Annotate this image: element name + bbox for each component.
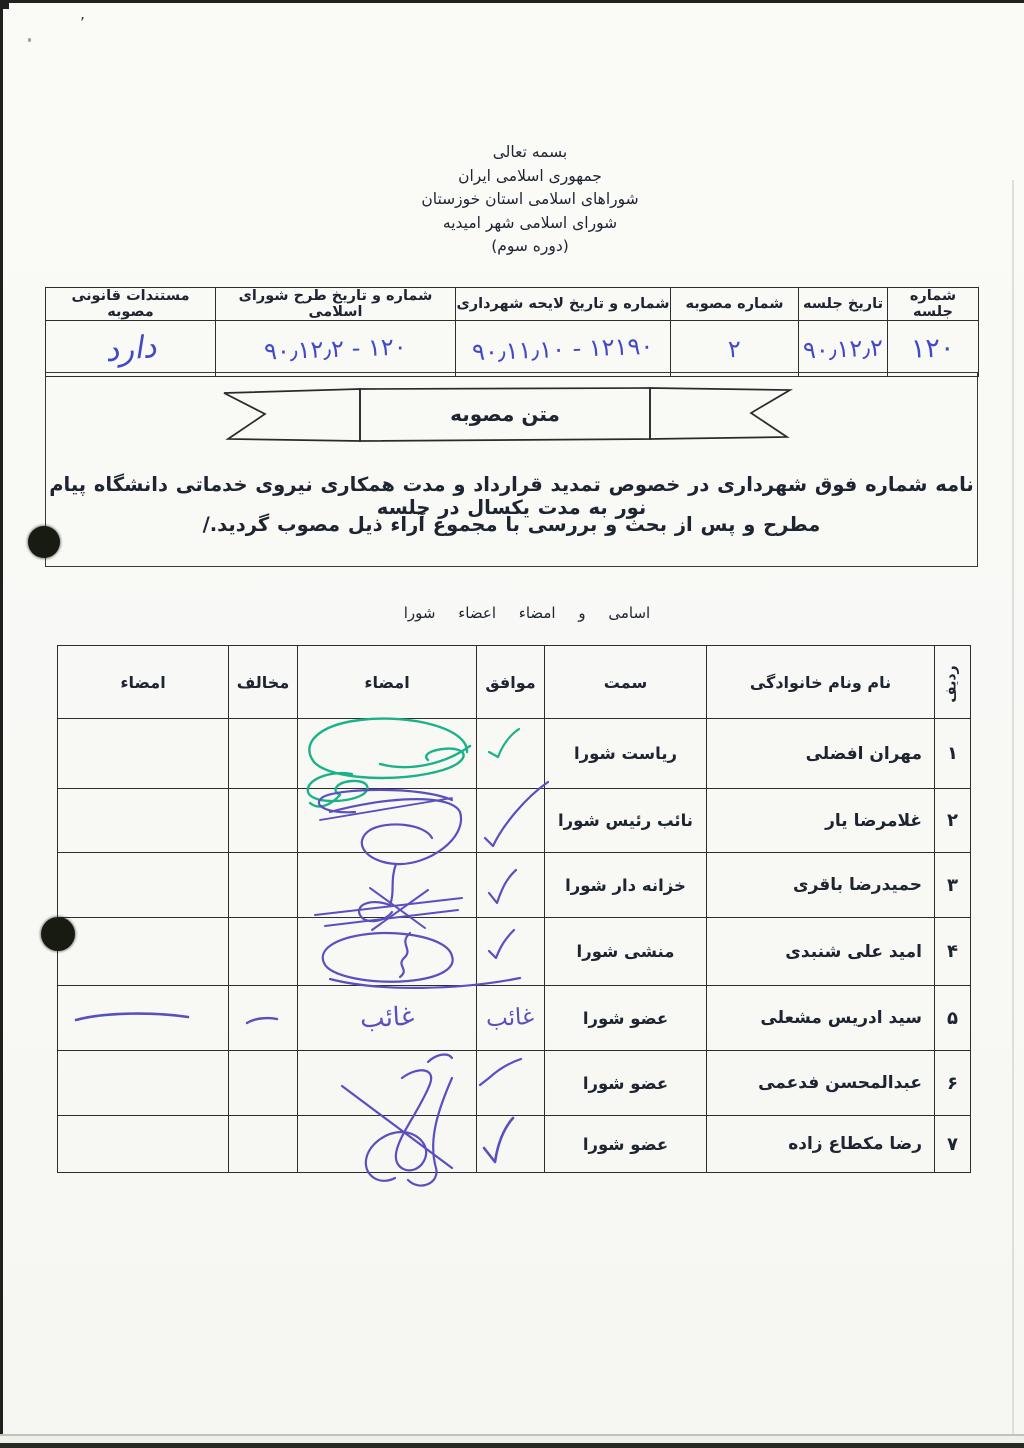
letterhead-line-basmala: بسمه تعالی [492,143,568,161]
scan-edge-top [0,0,1024,3]
signature-section-title: اسامی و امضاء اعضاء شورا [403,604,651,622]
members-header-agree: موافق [477,646,545,719]
handwritten-plan: ۱۲۰ - ۹۰٫۱۲٫۲ [263,332,408,365]
member-1-name: مهران افضلی [707,719,935,789]
handwritten-legal-docs: دارد [103,328,158,369]
member-3-no: ۳ [935,853,971,918]
member-5-name: سید ادریس مشعلی [707,986,935,1051]
member-4-agree-cell [477,918,545,986]
members-header-row [58,646,971,719]
handwritten-absent-note-agree: غائب [485,1003,536,1033]
member-6-agree-cell [477,1051,545,1116]
member-2-signature-left-cell [58,789,229,853]
member-row-5 [58,986,971,1051]
scan-bottom-gap [0,1436,1024,1443]
ribbon-right-tail [650,388,790,439]
member-4-no: ۴ [935,918,971,986]
handwritten-absent-note-signature: غائب [359,1001,415,1035]
members-header-signature: امضاء [298,646,477,719]
member-7-signature-left-cell [58,1116,229,1173]
member-2-signature-cell [298,789,477,853]
members-header-name: نام ونام خانوادگی [707,646,935,719]
member-3-name: حمیدرضا باقری [707,853,935,918]
member-1-agree-cell [477,719,545,789]
member-row-6 [58,1051,971,1116]
letterhead-line-province-councils: شوراهای اسلامی استان خوزستان [421,190,639,208]
member-6-name: عبدالمحسن فدعمی [707,1051,935,1116]
meta-value-legal-docs [46,321,216,377]
member-3-agree-cell [477,853,545,918]
hole-punch-bottom [41,917,75,951]
member-1-signature-cell [298,719,477,789]
member-6-no: ۶ [935,1051,971,1116]
member-5-signature-cell [298,986,477,1051]
member-3-oppose-cell [229,853,298,918]
member-6-oppose-cell [229,1051,298,1116]
members-header-row-no [935,646,971,719]
member-2-no: ۲ [935,789,971,853]
meta-header-plan: شماره و تاریخ طرح شورای اسلامی [216,288,456,321]
member-3-position: خزانه دار شورا [545,853,707,918]
member-4-signature-cell [298,918,477,986]
member-5-agree-cell [477,986,545,1051]
hole-punch-top [28,526,60,558]
letterhead-line-city-council: شورای اسلامی شهر امیدیه [442,213,618,232]
member-2-agree-cell [477,789,545,853]
handwritten-session-date: ۹۰٫۱۲٫۲ [802,333,884,364]
member-1-signature-left-cell [58,719,229,789]
scan-edge-bottom [0,1443,1024,1448]
member-4-position: منشی شورا [545,918,707,986]
members-header-oppose: مخالف [229,646,298,719]
member-3-signature-left-cell [58,853,229,918]
resolution-text-banner-label: متن مصوبه [450,402,560,426]
member-5-position: عضو شورا [545,986,707,1051]
member-7-signature-cell [298,1116,477,1173]
member-5-oppose-cell [229,986,298,1051]
member-7-name: رضا مکطاع زاده [707,1116,935,1173]
member-2-name: غلامرضا یار [707,789,935,853]
scan-speck-dot [28,38,31,42]
member-row-1 [58,719,971,789]
member-5-no: ۵ [935,986,971,1051]
meta-value-session-no [888,321,979,377]
meta-header-session-date: تاریخ جلسه [799,288,888,321]
member-2-oppose-cell [229,789,298,853]
member-7-position: عضو شورا [545,1116,707,1173]
member-7-agree-cell [477,1116,545,1173]
scan-edge-corner [0,0,9,9]
resolution-line-1: نامه شماره فوق شهرداری در خصوص تمدید قرارداد و مدت همکاری نیروی خدماتی دانشگاه پیام نور به مدت یکسال در جلسه [49,473,974,519]
member-4-name: امید علی شنبدی [707,918,935,986]
member-4-oppose-cell [229,918,298,986]
member-4-signature-left-cell [58,918,229,986]
letterhead-line-republic: جمهوری اسلامی ایران [458,166,602,185]
member-row-3 [58,853,971,918]
handwritten-bill: ۱۲۱۹۰ - ۹۰٫۱۱٫۱۰ [471,331,655,366]
meta-header-bill: شماره و تاریخ لایحه شهرداری [456,288,671,321]
member-6-signature-cell [298,1051,477,1116]
member-2-position: نائب رئیس شورا [545,789,707,853]
member-1-position: ریاست شورا [545,719,707,789]
scan-edge-left [0,0,3,1448]
row-no-header-rotated: ردیف [943,664,960,703]
scan-edge-right [1012,180,1014,1434]
member-1-no: ۱ [935,719,971,789]
meta-header-legal-docs: مستندات قانونی مصوبه [46,288,216,321]
resolution-meta-table [45,287,979,377]
meta-value-session-date [799,321,888,377]
member-5-signature-left-cell [58,986,229,1051]
meta-value-row [46,321,979,377]
meta-value-resolution-no [671,321,799,377]
member-7-oppose-cell [229,1116,298,1173]
meta-value-bill [456,321,671,377]
member-3-signature-cell [298,853,477,918]
ribbon-left-tail [224,389,360,441]
meta-header-resolution-no: شماره مصوبه [671,288,799,321]
letterhead-line-term: (دوره سوم) [491,237,569,255]
members-header-signature-left: امضاء [58,646,229,719]
member-row-7 [58,1116,971,1173]
member-row-4 [58,918,971,986]
member-6-signature-left-cell [58,1051,229,1116]
handwritten-resolution-no: ۲ [727,334,742,363]
member-row-2 [58,789,971,853]
members-header-position: سمت [545,646,707,719]
member-1-oppose-cell [229,719,298,789]
scan-speck-mark: ٬ [80,14,85,32]
member-6-position: عضو شورا [545,1051,707,1116]
handwritten-session-no: ۱۲۰ [910,332,956,365]
meta-header-session-no: شماره جلسه [888,288,979,321]
member-7-no: ۷ [935,1116,971,1173]
resolution-line-2: مطرح و پس از بحث و بررسی با مجموع آراء ذیل مصوب گردید./ [202,513,821,536]
council-members-table [57,645,971,1173]
meta-header-row [46,288,979,321]
letterhead [18,141,1024,259]
meta-value-plan [216,321,456,377]
